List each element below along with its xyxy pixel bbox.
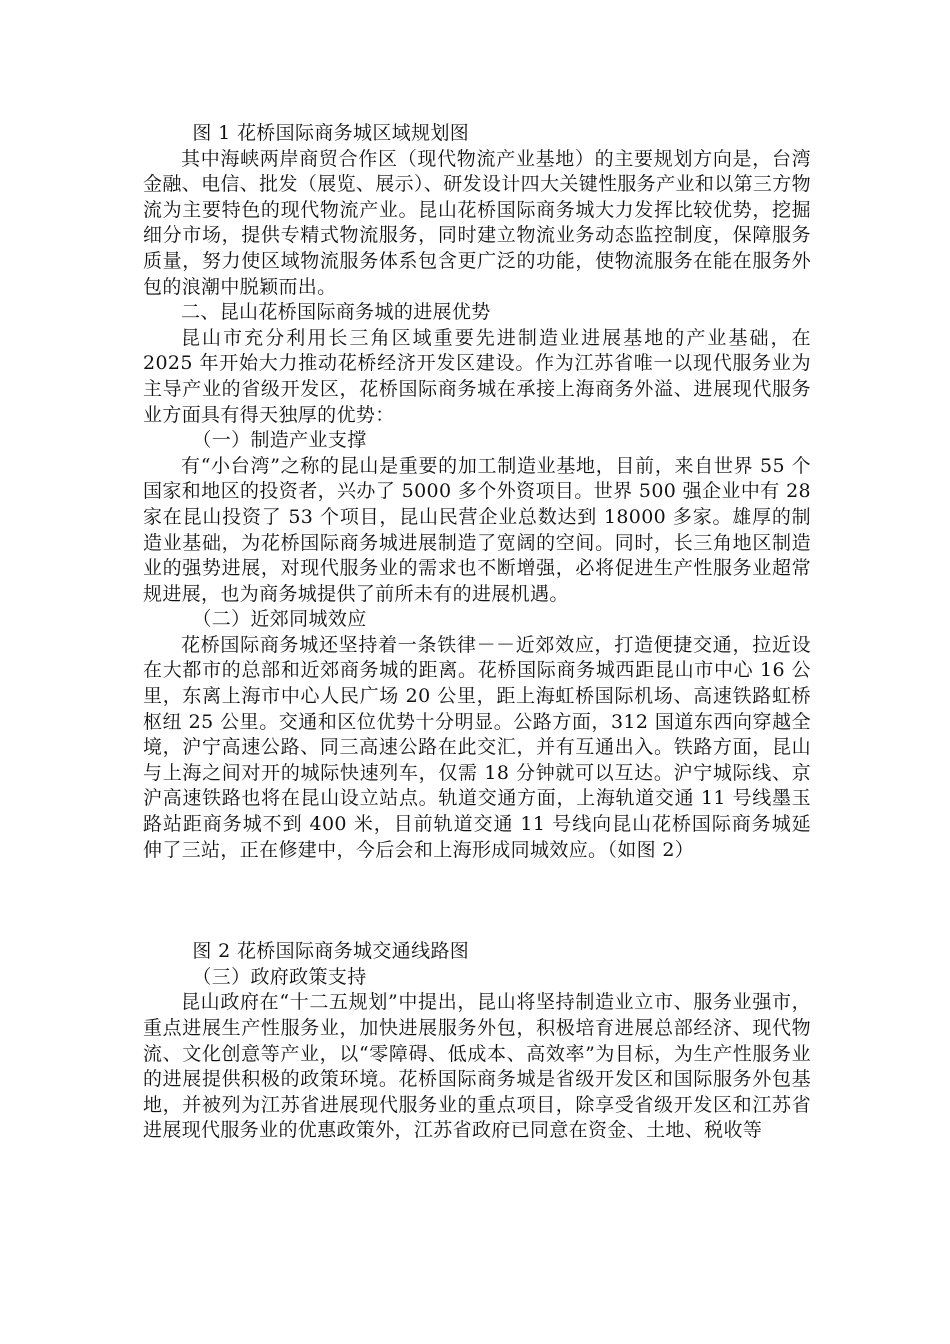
subheading-suburban: （二）近郊同城效应 bbox=[192, 608, 367, 631]
subheading-policy: （三）政府政策支持 bbox=[192, 965, 367, 988]
document-body bbox=[143, 121, 811, 1144]
paragraph-section-2: 昆山市充分利用长三角区域重要先进制造业进展基地的产业基础，在 2025 年开始大力推动花桥经济开发区建设。作为江苏省唯一以现代服务业为主导产业的省级开发区，花桥国际商务城在承接上海商务外溢、进展现代服务业方面具有得天独厚的优势： bbox=[143, 326, 811, 426]
paragraph-suburban: 花桥国际商务城还坚持着一条铁律－－近郊效应，打造便捷交通，拉近设在大都市的总部和近郊商务城的距离。花桥国际商务城西距昆山市中心 16 公里，东离上海市中心人民广场 20 公里，距上海虹桥国际机场、高速铁路虹桥枢纽 25 公里。交通和区位优势十分明显。公路方面，312 国道东西向穿越全境，沪宁高速公路、同三高速公路在此交汇，并有互通出入。铁路方面，昆山与上海之间对开的城际快速列车，仅需 18 分钟就可以互达。沪宁城际线、京沪高速铁路也将在昆山设立站点。轨道交通方面，上海轨道交通 11 号线墨玉路站距商务城不到 400 米，目前轨道交通 11 号线向昆山花桥国际商务城延伸了三站，正在修建中，今后会和上海形成同城效应。（如图 2） bbox=[143, 633, 811, 861]
subheading-manufacturing: （一）制造产业支撑 bbox=[192, 429, 367, 452]
paragraph-intro: 其中海峡两岸商贸合作区（现代物流产业基地）的主要规划方向是，台湾金融、电信、批发（展览、展示）、研发设计四大关键性服务产业和以第三方物流为主要特色的现代物流产业。昆山花桥国际商务城大力发挥比较优势，挖掘细分市场，提供专精式物流服务，同时建立物流业务动态监控制度，保障服务质量，努力使区域物流服务体系包含更广泛的功能，使物流服务在能在服务外包的浪潮中脱颖而出。 bbox=[143, 147, 811, 298]
paragraph-manufacturing: 有“小台湾”之称的昆山是重要的加工制造业基地，目前，来自世界 55 个国家和地区的投资者，兴办了 5000 多个外资项目。世界 500 强企业中有 28 家在昆山投资了 53 个项目，昆山民营企业总数达到 18000 多家。雄厚的制造业基础，为花桥国际商务城进展制造了宽阔的空间。同时，长三角地区制造业的强势进展，对现代服务业的需求也不断增强，必将促进生产性服务业超常规进展，也为商务城提供了前所未有的进展机遇。 bbox=[143, 454, 811, 605]
paragraph-policy: 昆山政府在“十二五规划”中提出，昆山将坚持制造业立市、服务业强市，重点进展生产性服务业，加快进展服务外包，积极培育进展总部经济、现代物流、文化创意等产业，以“零障碍、低成本、高效率”为目标，为生产性服务业的进展提供积极的政策环境。花桥国际商务城是省级开发区和国际服务外包基地，并被列为江苏省进展现代服务业的重点项目，除享受省级开发区和江苏省进展现代服务业的优惠政策外，江苏省政府已同意在资金、土地、税收等 bbox=[143, 991, 811, 1142]
section-heading-2: 二、昆山花桥国际商务城的进展优势 bbox=[181, 301, 491, 324]
figure-1-caption: 图 1 花桥国际商务城区域规划图 bbox=[192, 122, 470, 144]
figure-2-caption: 图 2 花桥国际商务城交通线路图 bbox=[192, 940, 470, 963]
figure-2-space bbox=[143, 863, 811, 939]
